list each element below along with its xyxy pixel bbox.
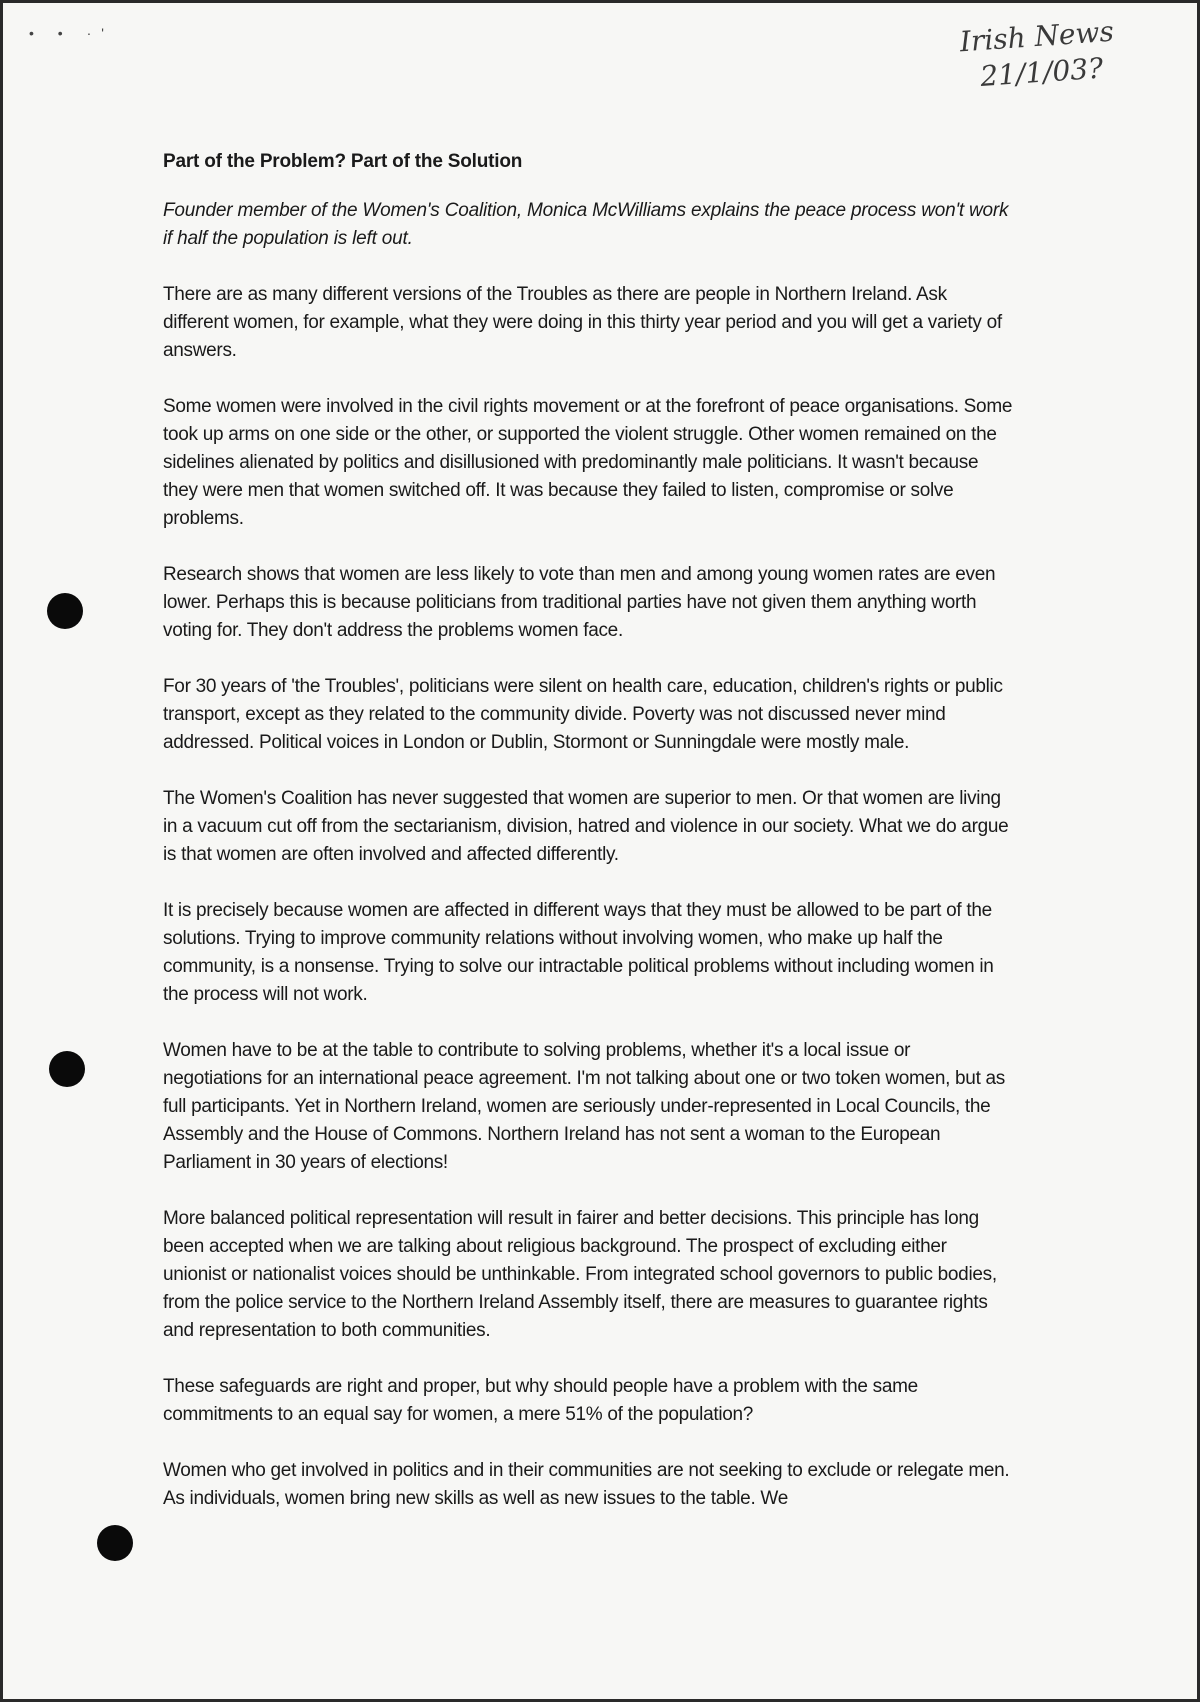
article-paragraph: There are as many different versions of the Troubles as there are people in Northern Ireland. Ask different women, for example, what they were doing in this thirty year period and you will get a variety of answers. [163, 284, 1002, 361]
article-paragraph: For 30 years of 'the Troubles', politicians were silent on health care, education, children's rights or public transport, except as they related to the community divide. Poverty was not discussed never mind addressed. Political voices in London or Dublin, Stormont or Sunningdale were mostly male. [163, 676, 1003, 753]
handwritten-date: 21/1/03? [979, 51, 1105, 94]
handwritten-source: Irish News [958, 14, 1115, 59]
punch-hole [49, 1051, 85, 1087]
article-lede: Founder member of the Women's Coalition, Monica McWilliams explains the peace process won't work if half the population is left out. [163, 200, 1009, 249]
handwritten-annotation [959, 14, 1118, 97]
article-paragraph: More balanced political representation will result in fairer and better decisions. This principle has long been accepted when we are talking about religious background. The prospect of excluding either unionist or nationalist voices should be unthinkable. From integrated school governors to public bodies, from the police service to the Northern Ireland Assembly itself, there are measures to guarantee rights and representation to both communities. [163, 1208, 997, 1341]
article-paragraph: Research shows that women are less likely to vote than men and among young women rates are even lower. Perhaps this is because politicians from traditional parties have not given them anything worth voting for. They don't address the problems women face. [163, 564, 996, 641]
margin-marks: • • ·' [29, 25, 114, 41]
article-paragraph: Women who get involved in politics and in their communities are not seeking to exclude or relegate men. As individuals, women bring new skills as well as new issues to the table. We [163, 1460, 1010, 1509]
article-paragraph: Some women were involved in the civil rights movement or at the forefront of peace organisations. Some took up arms on one side or the other, or supported the violent struggle. Other women remained on the sidelines alienated by politics and disillusioned with predominantly male politicians. It wasn't because they were men that women switched off. It was because they failed to listen, compromise or solve problems. [163, 396, 1013, 529]
article-title: Part of the Problem? Part of the Solution [163, 151, 523, 172]
article-paragraph: Women have to be at the table to contribute to solving problems, whether it's a local issue or negotiations for an international peace agreement. I'm not talking about one or two token women, but as full participants. Yet in Northern Ireland, women are seriously under-represented in Local Councils, the Assembly and the House of Commons. Northern Ireland has not sent a woman to the European Parliament in 30 years of elections! [163, 1040, 1005, 1173]
article-paragraph: The Women's Coalition has never suggested that women are superior to men. Or that women are living in a vacuum cut off from the sectarianism, division, hatred and violence in our society. What we do argue is that women are often involved and affected differently. [163, 788, 1009, 865]
article-body [163, 149, 1013, 1541]
punch-hole [47, 593, 83, 629]
article-paragraph: These safeguards are right and proper, but why should people have a problem with the same commitments to an equal say for women, a mere 51% of the population? [163, 1376, 918, 1425]
punch-hole [97, 1525, 133, 1561]
article-paragraph: It is precisely because women are affected in different ways that they must be allowed to be part of the solutions. Trying to improve community relations without involving women, who make up half the community, is a nonsense. Trying to solve our intractable political problems without including women in the process will not work. [163, 900, 994, 1005]
